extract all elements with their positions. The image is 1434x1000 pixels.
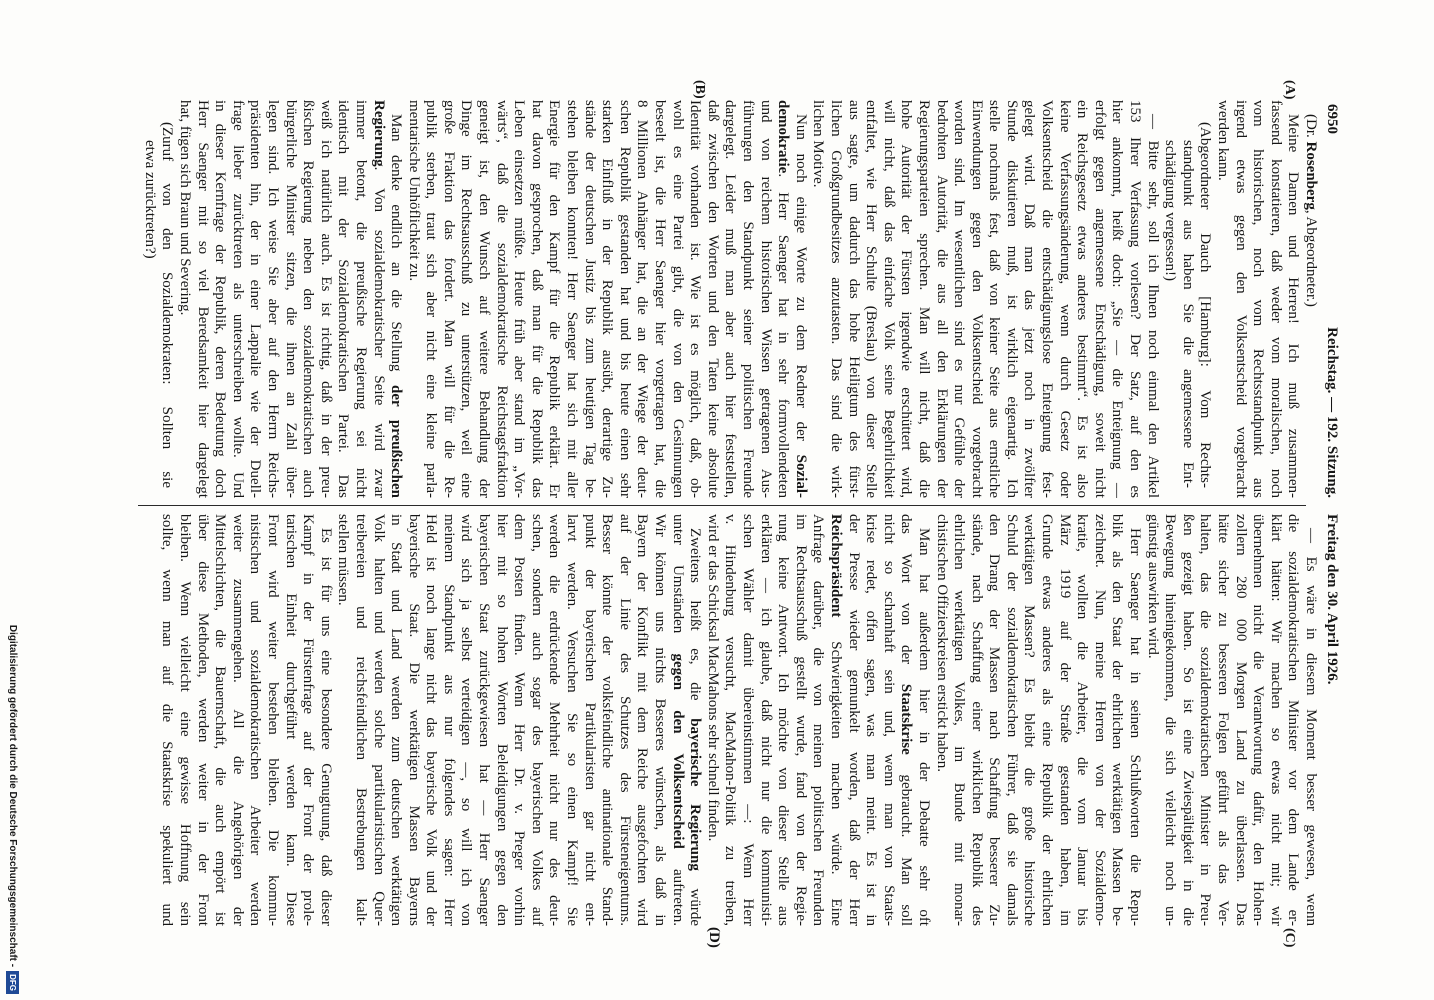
text-line: den Drang der Massen nach Schaffung besserer Zu- [986, 514, 1003, 926]
session-title: Reichstag. — 192. Sitzung. [1324, 327, 1340, 498]
text-line: bayerischen Staat zurückgewiesen hat — Herr Saenger [476, 514, 493, 926]
text-line: unter Umständen gegen den Volksentscheid auftreten. [669, 514, 686, 926]
text-line: zeichnet. Nun, meine Herren von der Sozialdemo- [1091, 514, 1108, 926]
text-line: ßen gezeigt haben. So ist eine Zwiespältigkeit in die [1179, 514, 1196, 926]
emphasized-text: Rosenberg [1303, 141, 1319, 210]
text-line: blik als den Staat der ehrlichen werktätigen Massen be- [1109, 514, 1126, 926]
text-line: stände der deutschen Justiz bis zum heutigen Tag be- [581, 100, 598, 498]
text-line: beseelt ist, die Herr Saenger hier vorgetragen hat, die [652, 100, 669, 498]
text-line: nicht so schamhaft sein und, wenn man von Staats- [880, 514, 897, 926]
text-line: Mittelschichten, die Bauernschaft, die auch empört ist [212, 514, 229, 926]
text-line: (Abgeordneter Dauch [Hamburg]: Vom Rechts- [1197, 122, 1214, 488]
text-line: Man denke endlich an die Stellung der preußischen [388, 114, 405, 498]
text-line: Leben einsetzen müßte. Heute früh aber stand im „Vor- [511, 100, 528, 498]
text-line: Regierungsparteien sprechen. Man will nicht, daß die [915, 100, 932, 498]
text-line: 153 Ihrer Verfassung vorlesen? Der Satz, auf den es [1127, 100, 1144, 498]
text-line: Regierung. Von sozialdemokratischer Seite wird zwar [370, 100, 387, 498]
text-line: wird er das Schicksal MacMahons sehr schnell finden. [704, 514, 721, 842]
text-line: der Presse wieder gemunkelt worden, daß der Herr [845, 514, 862, 926]
text-line: daß zwischen den Worten und den Taten keine absolute [704, 100, 721, 498]
text-line: schen, sondern auch sogar des bayerischen Volkes auf [528, 514, 545, 926]
text-line: — Es wäre in diesem Moment besser gewesen, wenn [1303, 528, 1319, 926]
text-line: Man hat außerdem hier in der Debatte sehr oft [915, 528, 932, 926]
text-line: bleiben. Wenn vielleicht eine gewisse Hoffnung sein [177, 514, 193, 926]
text-line: die sozialdemokratischen Minister vor dem Lande er- [1285, 514, 1302, 926]
text-line: 8 Millionen Anhänger hat, die an der Wiege der deut- [634, 100, 651, 498]
text-line: Volk halten und werden solche partikularistischen Quer- [370, 514, 387, 926]
text-line: punkt der bayerischen Partikularisten gar nicht ent- [581, 514, 598, 926]
text-line: klärt hätten: Wir machen so etwas nicht mit; wir [1267, 514, 1284, 926]
interjection [1161, 100, 1214, 498]
text-line: ehrlichen werktätigen Volkes, im Bunde mit monar- [951, 514, 968, 926]
text-line: Front wird weiter bestehen bleiben. Die kommu- [264, 514, 281, 926]
text-line: Herr Saenger hat in seinen Schlußworten die Repu- [1127, 528, 1144, 926]
text-line: Kampf in der Fürstenfrage auf der Front der prole- [300, 514, 317, 926]
emphasized-text: der preußischen [388, 385, 405, 498]
text-line: standpunkt aus haben Sie die angemessene Ent- [1179, 140, 1196, 488]
text-line: Identität vorhanden ist. Wie ist es möglich, daß, ob- [687, 100, 704, 498]
credit-text: Digitalisierung gefördert durch die Deutsche Forschungsgemeinschaft - [6, 624, 18, 968]
text-line: wärts“, daß die sozialdemokratische Reichstagsfraktion [493, 100, 510, 498]
text-line: werktätigen Massen? Es bleibt die große historische [1021, 514, 1038, 926]
text-line: vom historischen, noch vom Rechtsstandpunkt aus [1250, 100, 1267, 498]
text-line: (Dr. Rosenberg, Abgeordneter.) [1303, 114, 1319, 307]
paragraph [932, 514, 1143, 926]
text-line: — Bitte sehr, soll ich Ihnen noch einmal den Artikel [1144, 114, 1161, 498]
text-line: in dieser Kernfrage der Republik, deren Bedeutung doch [212, 100, 229, 498]
text-line: will nicht, daß das einfache Volk seine Begehrlichkeit [880, 100, 897, 498]
paragraph [334, 514, 703, 926]
text-line: über diese Methoden, werden weiter in der Front [194, 514, 211, 926]
text-line: aus sagte, um dadurch das hohe Heiligtum des fürst- [845, 100, 862, 498]
text-line: meinem Standpunkt aus nur folgendes sagen: Herr [440, 514, 457, 926]
text-line: fassend konstatieren, daß weder vom moralischen, noch [1267, 100, 1284, 498]
paragraph [175, 100, 404, 498]
text-line: stellen müssen. [335, 514, 352, 606]
text-line: (Zuruf von den Sozialdemokraten: Sollten sie [159, 122, 176, 488]
emphasized-text: Reichspräsident [827, 514, 844, 618]
text-line: das Wort von der Staatskrise gebraucht. Man soll [898, 514, 915, 926]
text-line: tarischen Einheit durchgeführt werden kann. Diese [282, 514, 299, 926]
text-line: rung keine Antwort. Ich möchte von dieser Stelle aus [775, 514, 792, 926]
text-line: stände, nach Schaffung einer wirklichen Republik des [968, 514, 985, 926]
text-line: Reichspräsident Schwierigkeiten machen würde. Eine [827, 514, 844, 926]
text-line: nistischen und sozialdemokratischen Arbeiter werden [247, 514, 264, 926]
text-line: Schuld der sozialdemokratischen Führer, daß sie damals [1003, 514, 1020, 926]
left-column [140, 100, 1319, 498]
text-line: lichen Großgrundbesitzes anzutasten. Das sind die wirk- [827, 100, 844, 498]
text-line: März 1919 auf der Straße gestanden haben, im [1056, 514, 1073, 926]
digitization-credit [6, 625, 19, 994]
right-column [158, 514, 1319, 926]
text-line: große Fraktion das fordert. Man will für die Re- [440, 100, 457, 498]
text-line: werden die erdrückende Mehrheit nicht nur des deut- [546, 514, 563, 926]
text-line: Zweitens heißt es, die bayerische Regierung würde [687, 528, 704, 926]
text-line: Held ist noch lange nicht das bayerische Volk und der [423, 514, 440, 926]
text-line: schädigung vergessen!) [1162, 140, 1179, 281]
emphasized-text: demokratie [775, 100, 792, 174]
emphasized-text: Staatskrise [898, 683, 915, 755]
text-line: irgend etwas gegen den Volksentscheid vorgebracht [1232, 100, 1249, 498]
text-line: bedrohten Autorität, die aus all den Erklärungen der [933, 100, 950, 498]
text-line: sollte, wenn man auf die Staatskrise spekuliert und [159, 514, 176, 926]
margin-mark-a: (A) [1282, 80, 1297, 100]
text-line: kratie, wollten die Arbeiter, die vom Januar bis [1074, 514, 1091, 926]
text-line: lichen Motive. [810, 100, 827, 188]
text-line: führungen den Standpunkt seiner politischen Freunde [740, 100, 756, 498]
text-line: auf der Linie des Schutzes des Fürsteneigentums. [616, 514, 633, 926]
margin-mark-d: (D) [706, 927, 722, 948]
text-line: wohl es eine Partei gibt, die von den Gesinnungen [669, 100, 686, 498]
text-line: übernehmen nicht die Verantwortung dafür, den Hohen- [1250, 514, 1267, 926]
column-divider [138, 505, 1306, 506]
emphasized-text: Regierung [370, 100, 387, 167]
text-line: werden kann. [1215, 100, 1232, 181]
text-line: erfolgt gegen angemessene Entschädigung, soweit nicht [1091, 100, 1108, 498]
dfg-logo: DFG [6, 971, 19, 994]
paragraph [158, 514, 334, 926]
text-line: Bewegung hineingekommen, die sich vielleicht noch un- [1162, 514, 1179, 926]
text-line: schen Republik gestanden hat und bis heute einen sehr [616, 100, 633, 498]
text-line: im Rechtsausschuß gestellt wurde, fand von der Regie- [792, 514, 809, 926]
text-line: weiter zusammengehen. All die Angehörigen der [229, 514, 246, 926]
text-line: präsidenten hin, der in einer Lappalie wie der Duell- [247, 100, 264, 498]
speaker-line [1301, 100, 1319, 498]
emphasized-text: Sozial- [792, 454, 809, 498]
text-line: Energie für den Kampf für die Republik erklärt. Er [546, 100, 563, 498]
text-line: dem Posten finden. Wenn Herr Dr. v. Preger vorhin [511, 514, 528, 926]
text-line: stehen bleiben konnten! Herr Saenger hat sich mit aller [564, 100, 581, 498]
text-line: ßischen Regierung neben den sozialdemokratischen auch [300, 100, 317, 498]
margin-mark-c: (C) [1282, 928, 1297, 948]
text-line: hohe Autorität der Fürsten irgendwie erschüttert wird, [898, 100, 915, 498]
text-line: Anfrage darüber, die von meinen politischen Freunden [810, 514, 827, 926]
text-line: demokratie. Herr Saenger hat in sehr formvollendeten [775, 100, 792, 498]
text-line: hätte sicher zu besseren Folgen geführt als das Ver- [1215, 514, 1232, 926]
text-line: treibereien und reichsfeindlichen Bestrebungen kalt- [352, 514, 369, 926]
text-line: gelegt wird. Daß man das jetzt noch in zwölfter [1021, 100, 1038, 498]
emphasized-text: gegen den Volksentscheid [669, 653, 686, 849]
page-number: 6950 [1324, 104, 1340, 134]
interjection [140, 100, 175, 498]
text-line: Bayern der Konflikt mit dem Reiche ausgefochten wird [634, 514, 651, 926]
text-line: und von reichem historischen Wissen getragenen Aus- [757, 100, 774, 498]
text-line: Einwendungen gegen den Volksentscheid vorgebracht [968, 100, 985, 498]
text-line: ein Reichsgesetz etwas anderes bestimmt“. Es ist also [1074, 100, 1091, 498]
text-line: krise redet, offen sagen, was man meint. Es ist in [863, 514, 880, 926]
paragraph [1213, 100, 1301, 498]
text-line: Grunde etwas anderes als eine Republik der ehrlichen [1039, 514, 1056, 926]
text-line: publik sterben, traut sich aber nicht eine kleine parla- [423, 100, 440, 498]
text-line: legen sind. Ich weise Sie aber auf den Herrn Reichs- [264, 100, 281, 498]
paragraph [404, 100, 809, 498]
text-line: dargelegt. Leider muß man aber auch hier feststellen, [722, 100, 739, 498]
text-line: bürgerliche Minister sitzen, die ihnen an Zahl über- [282, 100, 299, 498]
text-line: stelle nochmals fest, daß von keiner Seite aus ernstliche [986, 100, 1003, 498]
text-line: geneigt ist, den Wunsch auf weitere Behandlung der [476, 100, 493, 498]
text-line: starken Einfluß in der Republik ausübt, derartige Zu- [599, 100, 616, 498]
text-line: zollern 280 000 Morgen Land zu überlassen. Das [1232, 514, 1249, 926]
text-line: Dinge im Rechtsausschuß zu unterstützen, weil eine [458, 100, 475, 498]
text-line: v. Hindenburg versucht, MacMahon-Politik zu treiben, [722, 514, 739, 926]
text-line: Nun noch einige Worte zu dem Redner der Sozial- [792, 114, 809, 498]
session-date: Freitag den 30. April 1926. [1324, 514, 1340, 685]
text-line: hier ankommt, heißt doch: „Sie — die Enteignung — [1109, 100, 1126, 498]
text-line: chistischen Offizierskreisen erstickt haben. [933, 514, 950, 772]
text-line: Wir können uns nichts Besseres wünschen, als daß in [652, 514, 669, 926]
text-line: Stunde diskutieren muß, ist wirklich eigenartig. Ich [1003, 100, 1020, 498]
text-line: hat, fügen sich Braun und Severing. [177, 100, 193, 316]
text-line: Volksentscheid die entschädigungslose Enteignung fest- [1039, 100, 1056, 498]
text-line: mentarische Unhöflichkeit zu. [405, 100, 422, 282]
text-line: günstig auswirken wird. [1144, 514, 1161, 659]
margin-mark-b: (B) [692, 80, 707, 99]
text-line: frage lieber zurücktreten als unterschreiben wollte. Und [229, 100, 246, 498]
text-line: erklären — ich glaube, daß nicht nur die kommunisti- [757, 514, 774, 926]
text-line: wird sich ja selbst verteidigen —, so will ich von [458, 514, 475, 926]
running-header [1323, 0, 1341, 1000]
text-line: halten, das die sozialdemokratischen Minister in Preu- [1197, 514, 1214, 926]
text-line: bayerische Staat. Die werktätigen Massen Bayerns [405, 514, 422, 926]
text-line: Besser könnte der volksfeindliche antinationale Stand- [599, 514, 616, 926]
paragraph [1143, 514, 1319, 926]
paragraph [809, 100, 1161, 498]
text-line: hier mit so hohen Worten Beleidigungen gegen den [493, 514, 510, 926]
text-line: Meine Damen und Herren! Ich muß zusammen- [1285, 114, 1302, 498]
text-line: hat davon gesprochen, daß man für die Republik das [528, 100, 545, 498]
text-line: keine Verfassungsänderung, wenn durch Gesetz oder [1056, 100, 1073, 498]
text-line: worden sind. Im wesentlichen sind es nur Gefühle der [951, 100, 968, 498]
emphasized-text: bayerische Regierung [687, 718, 704, 871]
text-line: Es ist für uns eine besondere Genugtuung, daß dieser [317, 528, 334, 926]
text-line: identisch mit der Sozialdemokratischen Partei. Das [335, 100, 352, 498]
text-line: in Stadt und Land werden zum deutschen werktätigen [388, 514, 405, 926]
text-line: weiß ich natürlich auch. Es ist richtig, daß in der preu- [317, 100, 334, 498]
paragraph [703, 514, 932, 926]
text-line: schen Wähler damit übereinstimmen —: Wenn Herr [740, 514, 756, 926]
text-line: etwa zurücktreten?) [141, 140, 158, 259]
text-line: entfaltet, wie Herr Schulte (Breslau) von dieser Stelle [863, 100, 880, 498]
text-line: Herr Saenger mit so viel Beredsamkeit hier dargelegt [194, 100, 211, 498]
text-line: immer betont, die preußische Regierung sei nicht [352, 100, 369, 498]
text-line: larvt werden. Versuchen Sie so einen Kampf! Sie [564, 514, 581, 926]
